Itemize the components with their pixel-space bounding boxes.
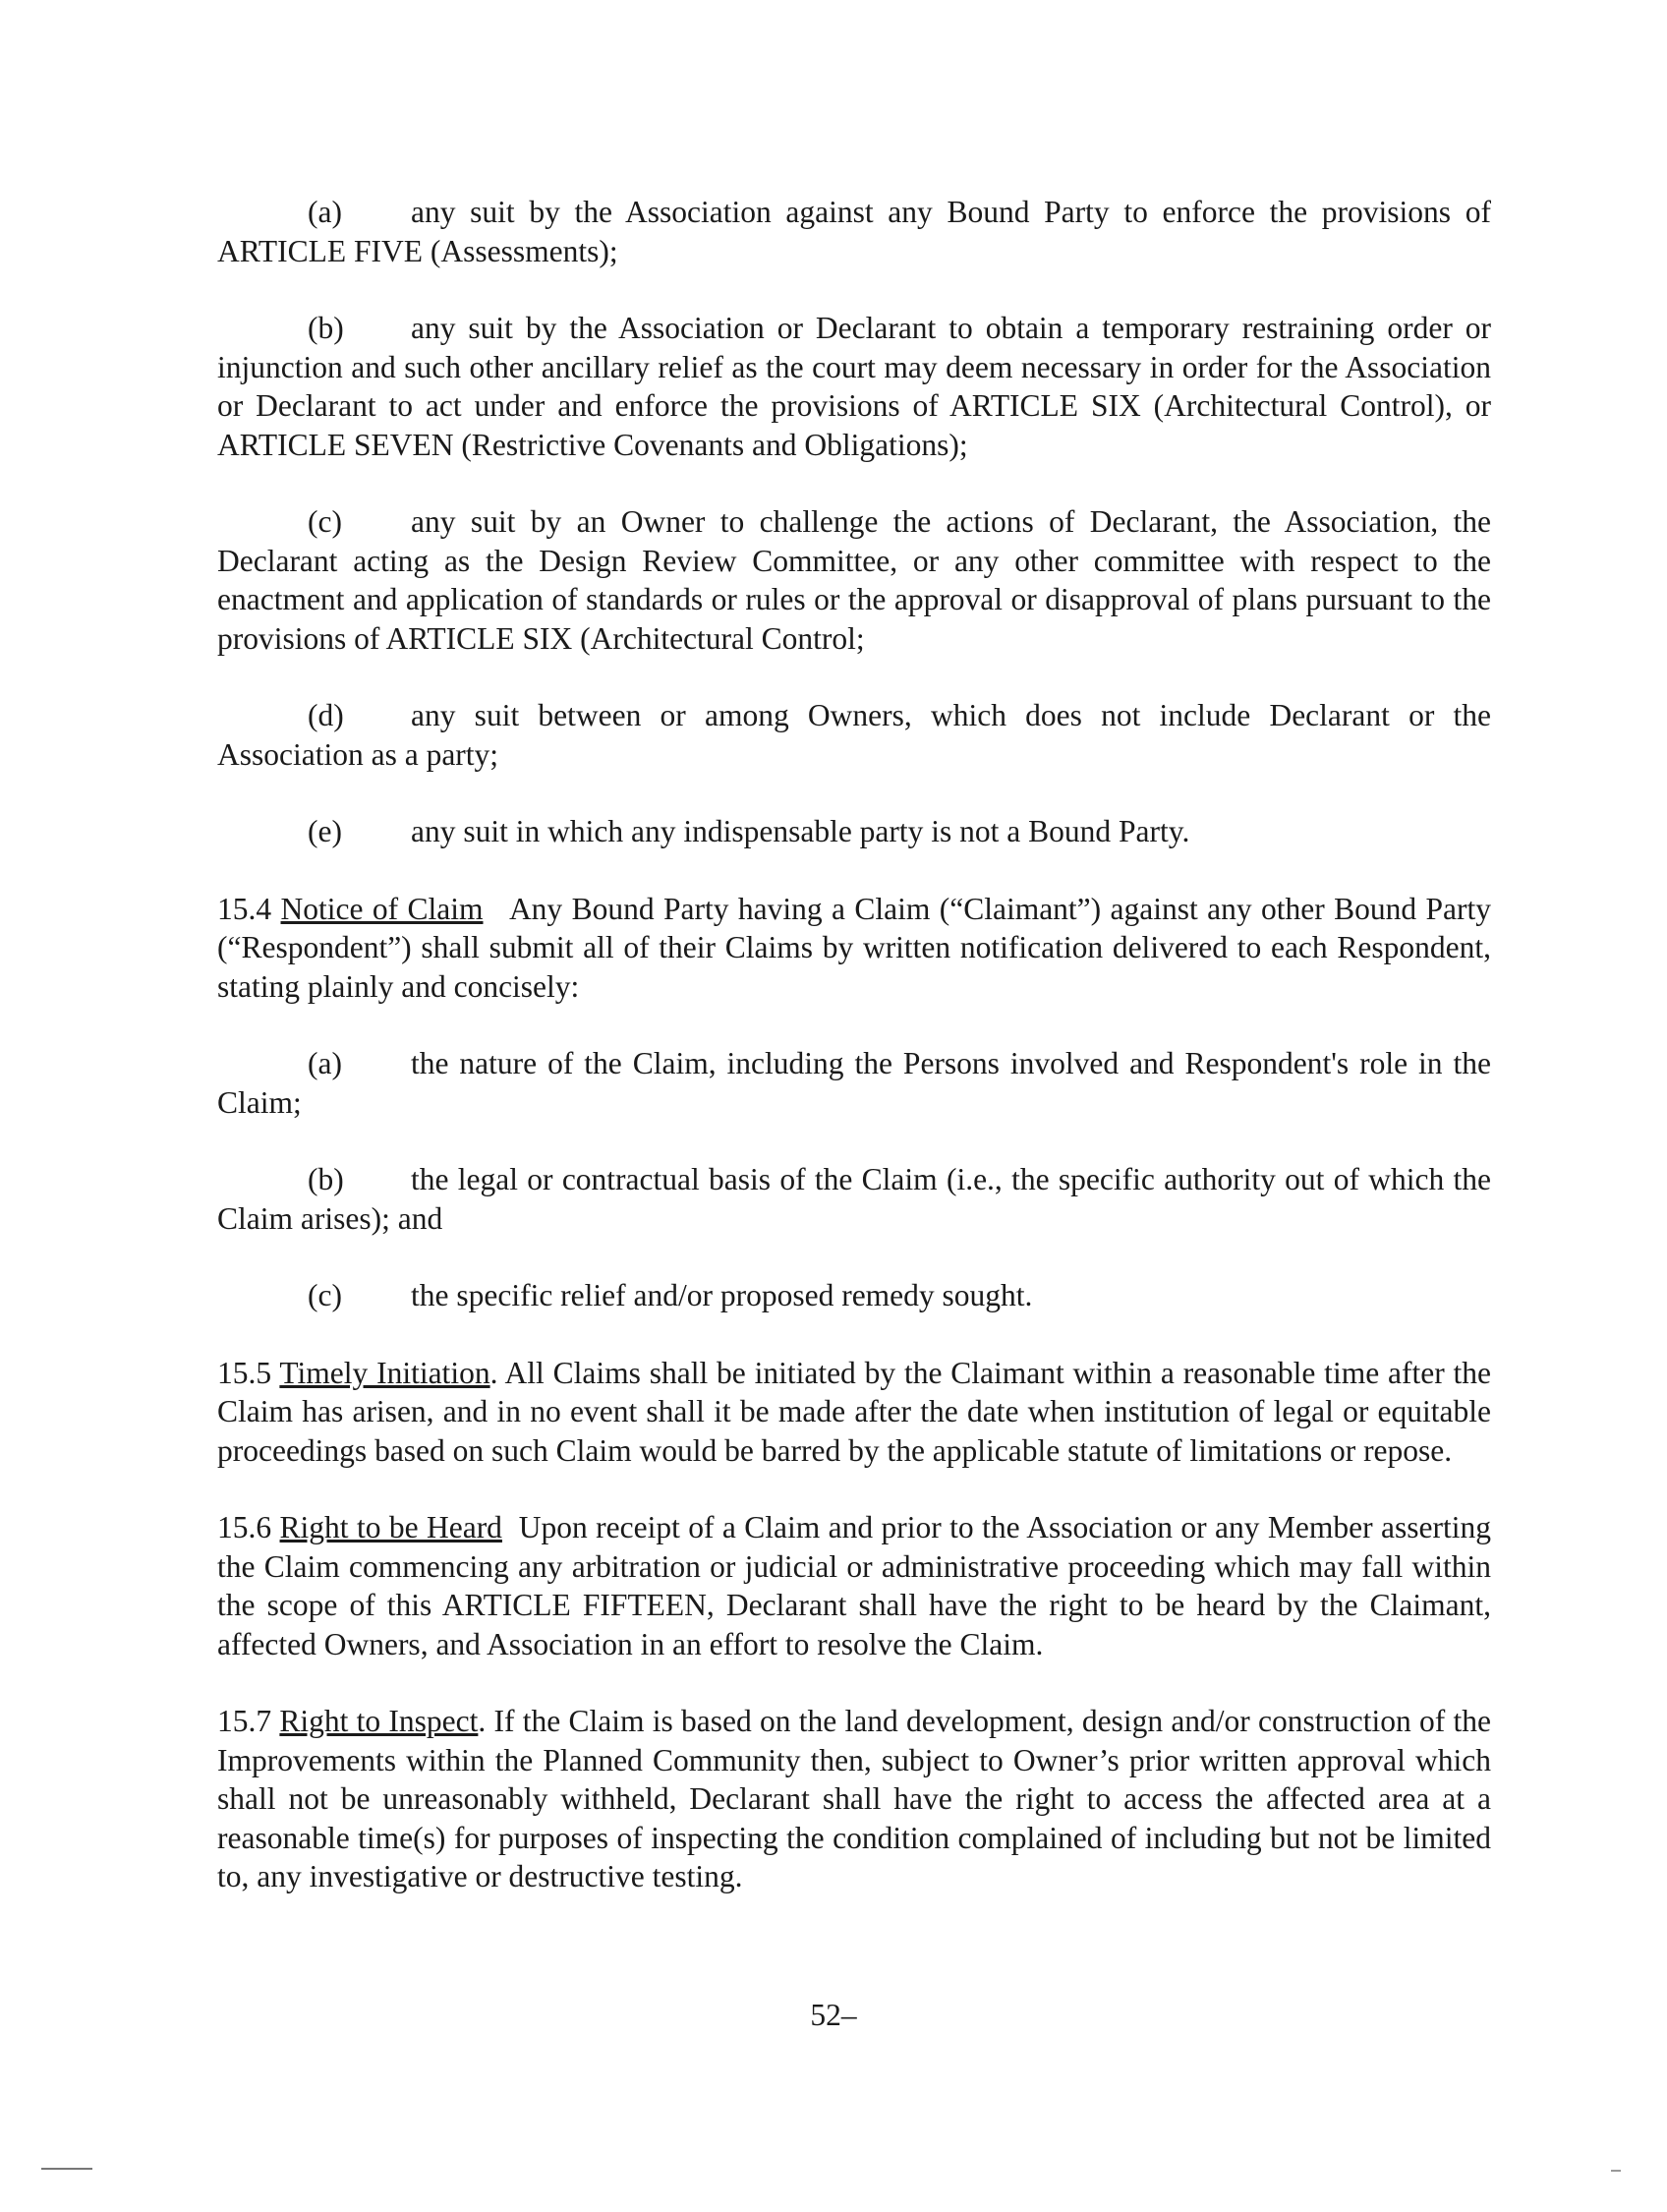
item-text: the specific relief and/or proposed remedy sought. bbox=[411, 1278, 1033, 1312]
section-text: Upon receipt of a Claim and prior to the Association or any Member asserting the Claim commencing any arbitration or judicial or administrative proceeding which may fall within the scope of this ARTICLE FIFTEEN, Declarant shall have the right to be heard by the Claimant, affected Owners, and Association in an effort to resolve the Claim. bbox=[217, 1510, 1491, 1661]
list-item bbox=[217, 1276, 1491, 1315]
section-15-7 bbox=[217, 1702, 1491, 1896]
list-item bbox=[217, 812, 1491, 851]
item-marker: (b) bbox=[308, 1162, 344, 1196]
section-15-6 bbox=[217, 1508, 1491, 1663]
item-marker: (a) bbox=[308, 1046, 342, 1080]
section-heading-punct: . bbox=[478, 1704, 487, 1738]
list-item bbox=[217, 193, 1491, 270]
item-text: any suit between or among Owners, which does not include Declarant or the Association as a party; bbox=[217, 698, 1491, 772]
item-text: any suit by the Association or Declarant to obtain a temporary restraining order or injunction and such other ancillary relief as the court may deem necessary in order for the Association or Declarant to act under and enforce the provisions of ARTICLE SIX (Architectural Control), or ARTICLE SEVEN (Restrictive Covenants and Obligations); bbox=[217, 311, 1491, 462]
list-item bbox=[217, 1044, 1491, 1122]
item-marker: (a) bbox=[308, 195, 342, 229]
list-item bbox=[217, 502, 1491, 658]
section-15-4 bbox=[217, 890, 1491, 1007]
item-text: any suit by the Association against any Bound Party to enforce the provisions of ARTICLE FIVE (Assessments); bbox=[217, 195, 1491, 268]
section-heading-punct: . bbox=[489, 1355, 498, 1390]
scan-artifact-line bbox=[41, 2168, 92, 2170]
section-text: Any Bound Party having a Claim (“Claimant”) against any other Bound Party (“Respondent”) shall submit all of their Claims by written notification delivered to each Respondent, stating plainly and concisely: bbox=[217, 891, 1492, 1004]
page-number: 52– bbox=[810, 1998, 857, 2032]
item-marker: (b) bbox=[308, 311, 344, 345]
scan-artifact-line bbox=[1611, 2170, 1621, 2172]
section-heading: Notice of Claim bbox=[280, 891, 484, 926]
section-number: 15.4 bbox=[217, 891, 272, 926]
section-heading: Timely Initiation bbox=[279, 1355, 490, 1390]
list-item bbox=[217, 309, 1491, 464]
item-marker: (c) bbox=[308, 504, 342, 539]
section-number: 15.5 bbox=[217, 1355, 272, 1390]
section-number: 15.6 bbox=[217, 1510, 272, 1544]
list-item bbox=[217, 1160, 1491, 1238]
item-text: the nature of the Claim, including the Persons involved and Respondent's role in the Claim; bbox=[217, 1046, 1491, 1120]
section-heading: Right to Inspect bbox=[279, 1704, 479, 1738]
section-heading: Right to be Heard bbox=[279, 1510, 502, 1544]
item-marker: (c) bbox=[308, 1278, 342, 1312]
document-body bbox=[217, 193, 1491, 1935]
item-marker: (e) bbox=[308, 814, 342, 848]
item-text: any suit in which any indispensable party is not a Bound Party. bbox=[411, 814, 1190, 848]
section-text: All Claims shall be initiated by the Claimant within a reasonable time after the Claim has arisen, and in no event shall it be made after the date when institution of legal or equitable proceedings based on such Claim would be barred by the applicable statute of limitations or repose. bbox=[217, 1355, 1491, 1468]
item-marker: (d) bbox=[308, 698, 344, 732]
section-15-5 bbox=[217, 1354, 1491, 1471]
list-item bbox=[217, 696, 1491, 774]
item-text: any suit by an Owner to challenge the actions of Declarant, the Association, the Declarant acting as the Design Review Committee, or any other committee with respect to the enactment and application of standards or rules or the approval or disapproval of plans pursuant to the provisions of ARTICLE SIX (Architectural Control; bbox=[217, 504, 1491, 656]
section-number: 15.7 bbox=[217, 1704, 272, 1738]
section-text: If the Claim is based on the land development, design and/or construction of the Improvements within the Planned Community then, subject to Owner’s prior written approval which shall not be unreasonably withheld, Declarant shall have the right to access the affected area at a reasonable time(s) for purposes of inspecting the condition complained of including but not be limited to, any investigative or destructive testing. bbox=[217, 1704, 1492, 1893]
item-text: the legal or contractual basis of the Claim (i.e., the specific authority out of which the Claim arises); and bbox=[217, 1162, 1491, 1236]
